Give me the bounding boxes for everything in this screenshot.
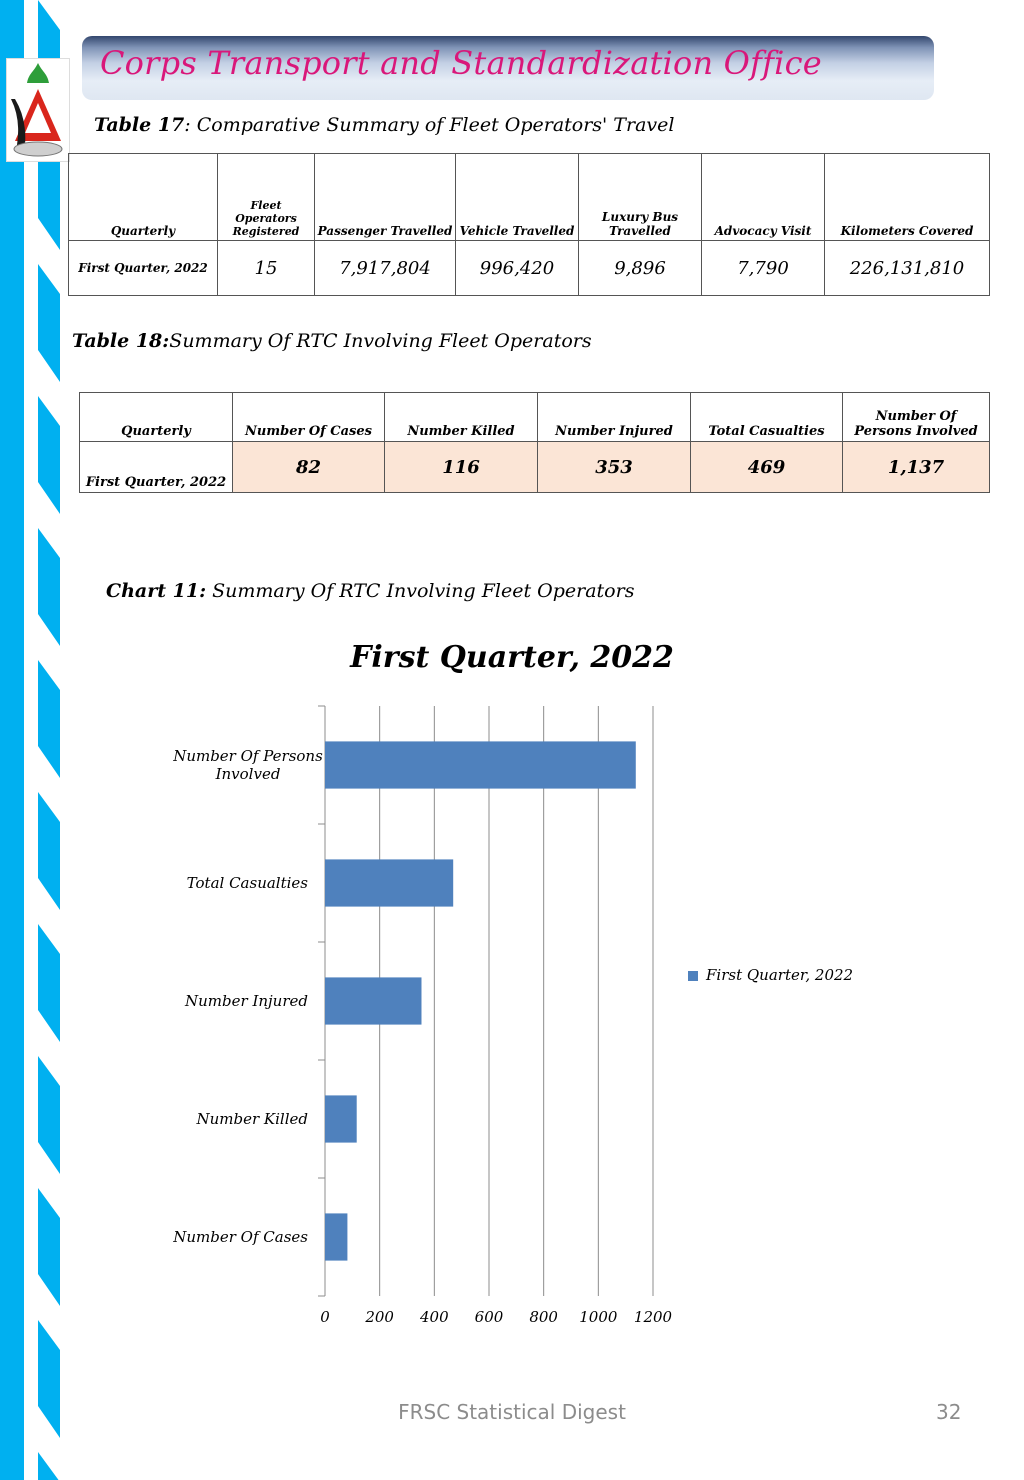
table-header-cell: Number Injured bbox=[538, 393, 691, 442]
table-cell: 116 bbox=[385, 442, 538, 493]
footer-text: FRSC Statistical Digest bbox=[398, 1400, 626, 1424]
table-cell: First Quarter, 2022 bbox=[80, 442, 233, 493]
table-row bbox=[69, 241, 990, 296]
table17-caption bbox=[94, 114, 674, 136]
chart11-caption bbox=[106, 580, 634, 602]
rtc-bar-chart bbox=[0, 690, 700, 1340]
table-header-cell: Fleet Operators Registered bbox=[218, 154, 315, 241]
category-label: Number Killed bbox=[196, 1110, 308, 1128]
x-tick-label: 400 bbox=[420, 1308, 449, 1326]
table-cell: 226,131,810 bbox=[825, 241, 990, 296]
rtc-summary-table bbox=[79, 392, 990, 493]
table-cell: 7,790 bbox=[702, 241, 825, 296]
table-header-cell: Vehicle Travelled bbox=[456, 154, 579, 241]
x-tick-label: 0 bbox=[320, 1308, 330, 1326]
page-number: 32 bbox=[936, 1400, 962, 1424]
table-row bbox=[80, 442, 990, 493]
x-tick-label: 800 bbox=[529, 1308, 558, 1326]
fleet-travel-table bbox=[68, 153, 990, 296]
table-header-cell: Number Of Cases bbox=[233, 393, 385, 442]
table-cell: 7,917,804 bbox=[315, 241, 456, 296]
x-tick-label: 600 bbox=[474, 1308, 504, 1326]
category-label: Involved bbox=[215, 765, 281, 783]
chart-title: First Quarter, 2022 bbox=[350, 640, 674, 675]
table-cell: 82 bbox=[233, 442, 385, 493]
category-label: Number Of Persons bbox=[173, 747, 323, 765]
table-header-cell: Advocacy Visit bbox=[702, 154, 825, 241]
table18-caption-label: Table 18: bbox=[72, 330, 170, 352]
category-label: Number Injured bbox=[185, 992, 308, 1010]
table-header-cell: Number Of Persons Involved bbox=[843, 393, 990, 442]
bar bbox=[325, 977, 421, 1024]
table-header-cell: Luxury Bus Travelled bbox=[579, 154, 702, 241]
x-tick-label: 200 bbox=[365, 1308, 394, 1326]
bar bbox=[325, 859, 453, 906]
table-cell: 469 bbox=[691, 442, 843, 493]
bar bbox=[325, 741, 636, 788]
x-tick-label: 1000 bbox=[579, 1308, 618, 1326]
table17-caption-text: : Comparative Summary of Fleet Operators' Travel bbox=[184, 114, 675, 136]
table-header-cell: Quarterly bbox=[80, 393, 233, 442]
page-title: Corps Transport and Standardization Office bbox=[100, 44, 822, 82]
table17-caption-label: Table 17 bbox=[94, 114, 185, 136]
table-cell: 996,420 bbox=[456, 241, 579, 296]
category-label: Number Of Cases bbox=[173, 1228, 308, 1246]
table-cell: 15 bbox=[218, 241, 315, 296]
table-header-cell: Number Killed bbox=[385, 393, 538, 442]
table-cell: 9,896 bbox=[579, 241, 702, 296]
table-cell: 353 bbox=[538, 442, 691, 493]
table-header-row bbox=[80, 393, 990, 442]
table18-caption bbox=[72, 330, 592, 352]
table-header-cell: Quarterly bbox=[69, 154, 218, 241]
chart-legend bbox=[688, 966, 853, 984]
chart11-caption-label: Chart 11: bbox=[106, 580, 207, 602]
table-cell: 1,137 bbox=[843, 442, 990, 493]
category-label: Total Casualties bbox=[186, 874, 308, 892]
table18-caption-text: Summary Of RTC Involving Fleet Operators bbox=[169, 330, 592, 352]
table-header-cell: Kilometers Covered bbox=[825, 154, 990, 241]
table-header-cell: Total Casualties bbox=[691, 393, 843, 442]
frsc-logo bbox=[6, 58, 70, 162]
legend-swatch bbox=[688, 971, 698, 981]
legend-label: First Quarter, 2022 bbox=[706, 966, 854, 984]
table-cell: First Quarter, 2022 bbox=[69, 241, 218, 296]
x-tick-label: 1200 bbox=[633, 1308, 673, 1326]
chart11-caption-text: Summary Of RTC Involving Fleet Operators bbox=[206, 580, 635, 602]
bar bbox=[325, 1213, 347, 1260]
bar bbox=[325, 1095, 357, 1142]
table-header-row bbox=[69, 154, 990, 241]
table-header-cell: Passenger Travelled bbox=[315, 154, 456, 241]
